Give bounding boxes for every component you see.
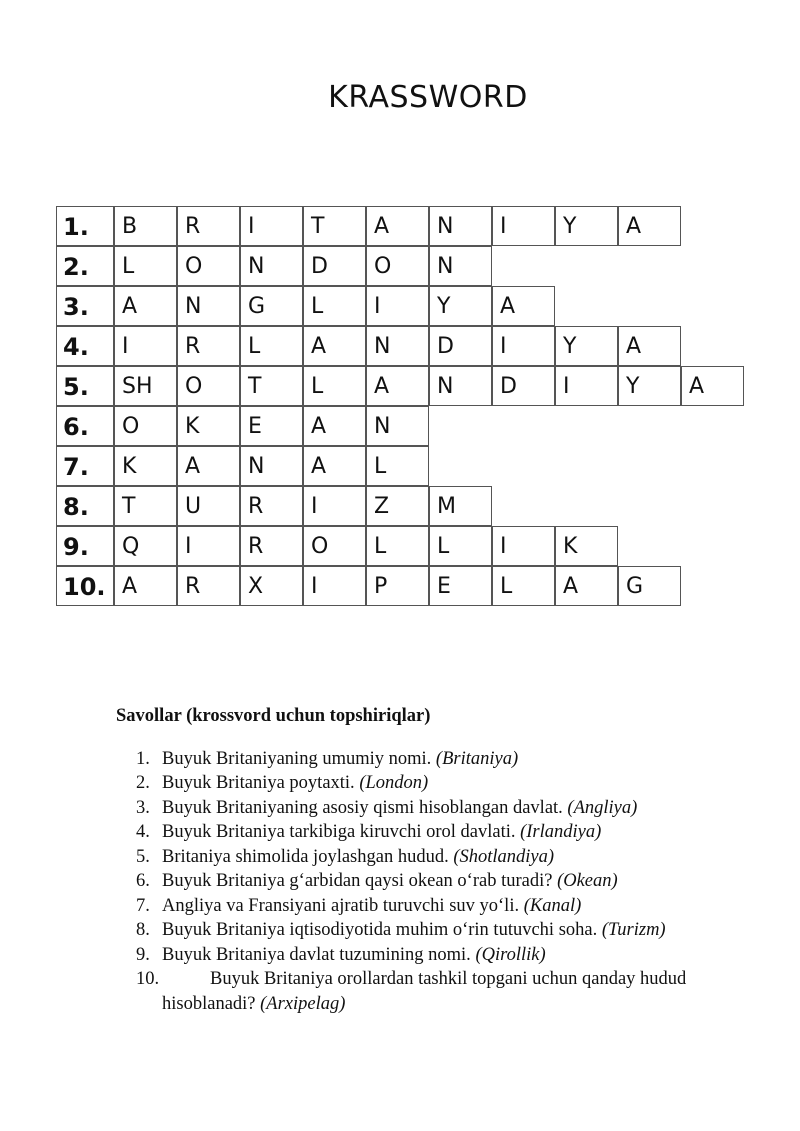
letter-cell: L: [492, 566, 555, 606]
letter-cell: O: [177, 246, 240, 286]
row-number: 9.: [56, 526, 114, 566]
questions-list: [116, 747, 756, 1017]
letter-cell: Q: [114, 526, 177, 566]
question-text: Buyuk Britaniya poytaxti.: [162, 773, 360, 793]
letter-cell: I: [303, 486, 366, 526]
letter-cell: L: [366, 526, 429, 566]
letter-cell: N: [366, 326, 429, 366]
question-number: 8.: [136, 920, 150, 940]
row-number: 8.: [56, 486, 114, 526]
letter-cell: N: [240, 246, 303, 286]
question-text: Britaniya shimolida joylashgan hudud.: [162, 846, 454, 867]
letter-cell: T: [114, 486, 177, 526]
letter-cell: I: [366, 286, 429, 326]
letter-cell: R: [177, 206, 240, 246]
question-item: [116, 796, 756, 821]
question-number: 2.: [136, 773, 150, 793]
row-number: 4.: [56, 326, 114, 366]
letter-cell: A: [303, 446, 366, 486]
question-answer: (Arxipelag): [260, 993, 346, 1014]
letter-cell: E: [429, 566, 492, 606]
letter-cell: L: [429, 526, 492, 566]
question-answer: (Okean): [557, 871, 618, 891]
letter-cell: Y: [429, 286, 492, 326]
question-number: 5.: [136, 846, 150, 867]
question-item: [116, 747, 756, 772]
letter-cell: K: [114, 446, 177, 486]
letter-cell: N: [177, 286, 240, 326]
letter-cell: L: [240, 326, 303, 366]
letter-cell: O: [114, 406, 177, 446]
letter-cell: K: [177, 406, 240, 446]
letter-cell: D: [429, 326, 492, 366]
letter-cell: I: [177, 526, 240, 566]
letter-cell: L: [303, 286, 366, 326]
letter-cell: O: [177, 366, 240, 406]
question-answer: (Irlandiya): [520, 822, 602, 842]
letter-cell: A: [618, 206, 681, 246]
question-number: 3.: [136, 797, 150, 818]
letter-cell: A: [177, 446, 240, 486]
question-text: Buyuk Britaniyaning umumiy nomi.: [162, 748, 436, 769]
question-number: 9.: [136, 944, 150, 965]
questions-heading: Savollar (krossvord uchun topshiriqlar): [116, 706, 431, 726]
questions-section: [116, 704, 756, 1016]
letter-cell: A: [681, 366, 744, 406]
letter-cell: N: [429, 366, 492, 406]
question-answer: (Kanal): [523, 895, 582, 916]
letter-cell: A: [618, 326, 681, 366]
row-number: 3.: [56, 286, 114, 326]
letter-cell: L: [366, 446, 429, 486]
letter-cell: K: [555, 526, 618, 566]
question-text: Angliya va Fransiyani ajratib turuvchi suv yo‘li.: [162, 895, 524, 916]
letter-cell: P: [366, 566, 429, 606]
letter-cell: I: [492, 326, 555, 366]
letter-cell: O: [303, 526, 366, 566]
letter-cell: A: [303, 326, 366, 366]
letter-cell: A: [555, 566, 618, 606]
row-number: 10.: [56, 566, 114, 606]
question-item: [116, 845, 756, 870]
letter-cell: O: [366, 246, 429, 286]
letter-cell: I: [114, 326, 177, 366]
question-answer: (Britaniya): [435, 748, 519, 769]
row-number: 5.: [56, 366, 114, 406]
letter-cell: A: [114, 286, 177, 326]
letter-cell: B: [114, 206, 177, 246]
question-answer: (Angliya): [567, 797, 638, 818]
question-text: Buyuk Britaniya tarkibiga kiruvchi orol davlati.: [162, 822, 521, 842]
letter-cell: A: [366, 366, 429, 406]
question-answer: (Turizm): [601, 920, 666, 940]
question-text: Buyuk Britaniyaning asosiy qismi hisoblangan davlat.: [162, 797, 568, 818]
letter-cell: X: [240, 566, 303, 606]
row-number: 2.: [56, 246, 114, 286]
letter-cell: N: [366, 406, 429, 446]
letter-cell: I: [303, 566, 366, 606]
letter-cell: E: [240, 406, 303, 446]
letter-cell: Y: [618, 366, 681, 406]
letter-cell: T: [240, 366, 303, 406]
question-answer: (London): [359, 773, 429, 793]
question-text: Buyuk Britaniya iqtisodiyotida muhim o‘rin tutuvchi soha.: [162, 920, 602, 940]
letter-cell: G: [240, 286, 303, 326]
question-item: [116, 894, 756, 919]
letter-cell: Z: [366, 486, 429, 526]
letter-cell: D: [492, 366, 555, 406]
question-number: 10.: [136, 969, 160, 989]
letter-cell: I: [555, 366, 618, 406]
letter-cell: SH: [114, 366, 177, 406]
question-answer: (Qirollik): [475, 944, 546, 965]
question-item: [116, 820, 756, 845]
letter-cell: R: [240, 486, 303, 526]
question-answer: (Shotlandiya): [453, 846, 555, 867]
question-item: [116, 943, 756, 968]
question-number: 4.: [136, 822, 150, 842]
question-text: Buyuk Britaniya orollardan tashkil topgani uchun qanday hudud hisoblanadi?: [162, 969, 687, 1014]
question-item: [116, 869, 756, 894]
letter-cell: I: [240, 206, 303, 246]
question-number: 7.: [136, 895, 150, 916]
letter-cell: A: [303, 406, 366, 446]
letter-cell: A: [492, 286, 555, 326]
letter-cell: U: [177, 486, 240, 526]
row-number: 1.: [56, 206, 114, 246]
letter-cell: D: [303, 246, 366, 286]
letter-cell: A: [366, 206, 429, 246]
question-item: [116, 918, 756, 943]
letter-cell: N: [240, 446, 303, 486]
letter-cell: I: [492, 526, 555, 566]
question-item: [116, 967, 756, 1016]
letter-cell: T: [303, 206, 366, 246]
page-title: KRASSWORD: [328, 80, 528, 115]
letter-cell: L: [303, 366, 366, 406]
letter-cell: N: [429, 206, 492, 246]
letter-cell: Y: [555, 326, 618, 366]
question-item: [116, 771, 756, 796]
letter-cell: R: [177, 326, 240, 366]
letter-cell: M: [429, 486, 492, 526]
question-number: 1.: [136, 748, 150, 769]
letter-cell: N: [429, 246, 492, 286]
question-text: Buyuk Britaniya g‘arbidan qaysi okean o‘rab turadi?: [162, 871, 558, 891]
row-number: 6.: [56, 406, 114, 446]
letter-cell: L: [114, 246, 177, 286]
letter-cell: Y: [555, 206, 618, 246]
letter-cell: R: [177, 566, 240, 606]
letter-cell: R: [240, 526, 303, 566]
row-number: 7.: [56, 446, 114, 486]
question-text: Buyuk Britaniya davlat tuzumining nomi.: [162, 944, 476, 965]
question-number: 6.: [136, 871, 150, 891]
letter-cell: A: [114, 566, 177, 606]
letter-cell: G: [618, 566, 681, 606]
letter-cell: I: [492, 206, 555, 246]
